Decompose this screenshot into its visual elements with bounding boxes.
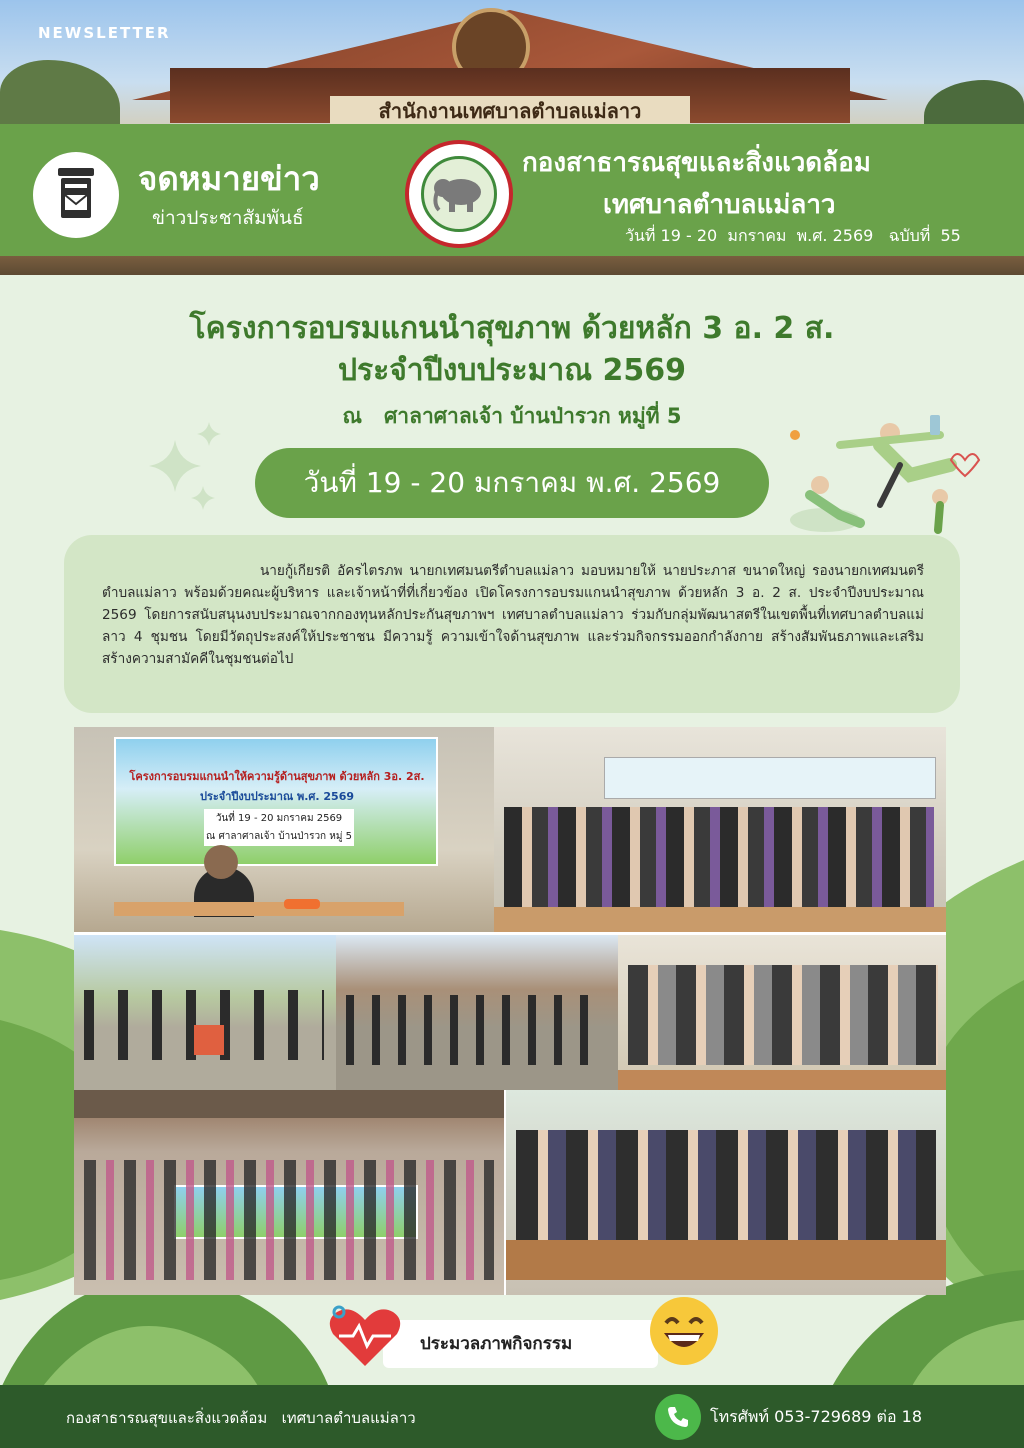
article-title-line2: ประจำปีงบประมาณ 2569 <box>337 353 687 388</box>
building-sign: สำนักงานเทศบาลตำบลแม่ลาว <box>330 96 690 126</box>
footer-department: กองสาธารณสุขและสิ่งแวดล้อม เทศบาลตำบลแม่ลาว <box>66 1409 416 1427</box>
article-venue: ณ ศาลาศาลเจ้า บ้านป่ารวก หมู่ที่ 5 <box>342 404 682 428</box>
banner-text: ประจำปีงบประมาณ พ.ศ. 2569 <box>199 790 355 803</box>
table <box>494 907 946 932</box>
banner-text: โครงการอบรมแกนนำให้ความรู้ด้านสุขภาพ ด้วยหลัก 3อ. 2ส. <box>129 770 425 783</box>
footer-phone: โทรศัพท์ 053-729689 ต่อ 18 <box>710 1407 922 1426</box>
exercise-illustration <box>780 405 990 550</box>
crowd <box>84 1160 494 1280</box>
newsletter-title: จดหมายข่าว <box>138 159 320 198</box>
photo-group-outdoor <box>74 1090 504 1295</box>
banner-text: วันที่ 19 - 20 มกราคม 2569 <box>204 809 354 828</box>
chair <box>194 1025 224 1055</box>
collage-caption: ประมวลภาพกิจกรรม <box>420 1334 573 1354</box>
crowd <box>504 807 934 907</box>
photo-exercise-2 <box>336 935 618 1090</box>
sparkle-icon <box>145 420 235 520</box>
mailbox-icon <box>33 152 119 238</box>
newsletter-kicker: NEWSLETTER <box>38 24 171 42</box>
photo-participants-table <box>506 1090 946 1295</box>
project-banner <box>604 757 936 799</box>
phone-icon <box>655 1394 701 1440</box>
photo-exercise-1 <box>74 935 336 1090</box>
table <box>506 1240 946 1280</box>
smiley-icon <box>648 1295 720 1367</box>
article-date: วันที่ 19 - 20 มกราคม พ.ศ. 2569 <box>303 466 721 499</box>
department-line1: กองสาธารณสุขและสิ่งแวดล้อม <box>522 148 871 178</box>
table <box>114 902 404 916</box>
speaker-head <box>204 845 238 879</box>
crowd <box>628 965 938 1065</box>
department-line2: เทศบาลตำบลแม่ลาว <box>603 190 836 220</box>
photo-collage <box>74 727 946 1295</box>
crowd <box>346 995 606 1065</box>
photo-group-indoor <box>494 727 946 932</box>
photo-opening-speech <box>74 727 494 932</box>
date-pill <box>255 448 769 518</box>
table <box>618 1070 946 1090</box>
article-title-line1: โครงการอบรมแกนนำสุขภาพ ด้วยหลัก 3 อ. 2 ส. <box>189 311 835 346</box>
banner-text: ณ ศาลาศาลเจ้า บ้านป่ารวก หมู่ 5 <box>204 827 354 846</box>
newsletter-subtitle: ข่าวประชาสัมพันธ์ <box>152 207 304 229</box>
heart-stethoscope-icon <box>325 1302 405 1372</box>
roof <box>74 1090 504 1118</box>
date-issue: วันที่ 19 - 20 มกราคม พ.ศ. 2569 ฉบับที่ 55 <box>625 226 961 245</box>
crowd <box>516 1130 936 1240</box>
municipal-seal-icon <box>405 140 513 248</box>
photo-participants-seated <box>618 935 946 1090</box>
article-body: นายกู้เกียรติ อัครไตรภพ นายกเทศมนตรีตำบลแม่ลาว มอบหมายให้ นายประภาส ขนาดใหญ่ รองนายกเทศมนตรีตำบลแม่ลาว พร้อมด้วยคณะผู้บริหาร และเจ้าหน้าที่ที่เกี่ยวข้อง เปิดโครงการอบรมแกนนำสุขภาพ ด้วยหลัก 3 อ. 2 ส. ประจำปีงบประมาณ 2569 โดยการสนับสนุนงบประมาณจากกองทุนหลักประกันสุขภาพฯ เทศบาลตำบลแม่ลาว ร่วมกับกลุ่มพัฒนาสตรีในเขตพื้นที่เทศบาลตำบลแม่ลาว 4 ชุมชน โดยมีวัตถุประสงค์ให้ประชาชน มีความรู้ ความเข้าใจด้านสุขภาพ และร่วมกิจกรรมออกกำลังกาย สร้างสัมพันธภาพและเสริมสร้างความสามัคคีในชุมชนต่อไป <box>102 563 924 667</box>
chair <box>284 899 320 909</box>
